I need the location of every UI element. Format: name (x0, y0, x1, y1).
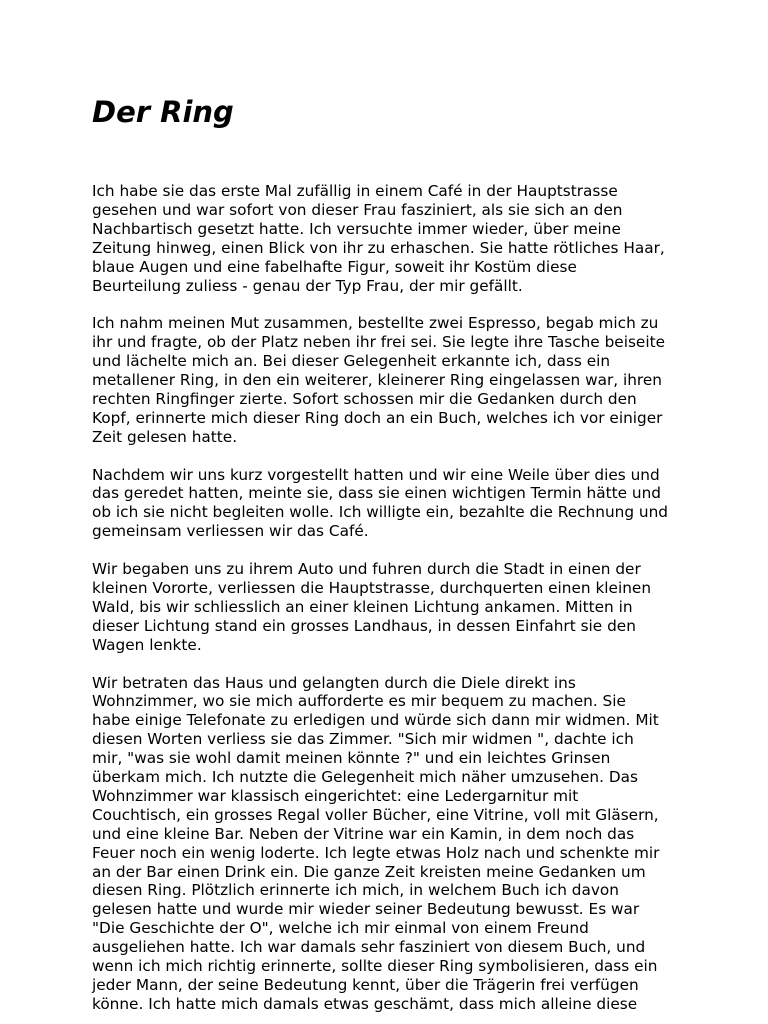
text-line: habe einige Telefonate zu erledigen und würde sich dann mir widmen. Mit (92, 711, 659, 730)
text-line: Nachdem wir uns kurz vorgestellt hatten und wir eine Weile über dies und (92, 465, 660, 484)
text-line: ihr und fragte, ob der Platz neben ihr frei sei. Sie legte ihre Tasche beiseite (92, 333, 665, 352)
text-line: dieser Lichtung stand ein grosses Landhaus, in dessen Einfahrt sie den (92, 616, 636, 635)
text-line: ausgeliehen hatte. Ich war damals sehr fasziniert von diesem Buch, und (92, 938, 646, 957)
text-line: Kopf, erinnerte mich dieser Ring doch an ein Buch, welches ich vor einiger (92, 408, 663, 427)
document-title: Der Ring (92, 95, 234, 129)
text-line: Ich habe sie das erste Mal zufällig in einem Café in der Hauptstrasse (92, 182, 618, 200)
text-line: an der Bar einen Drink ein. Die ganze Zeit kreisten meine Gedanken um (92, 862, 646, 881)
text-line: Zeit gelesen hatte. (92, 427, 238, 446)
text-line: metallener Ring, in den ein weiterer, kleinerer Ring eingelassen war, ihren (92, 371, 662, 390)
text-line: Wald, bis wir schliesslich an einer kleinen Lichtung ankamen. Mitten in (92, 597, 633, 616)
text-line: und lächelte mich an. Bei dieser Gelegenheit erkannte ich, dass ein (92, 352, 611, 371)
text-line: jeder Mann, der seine Bedeutung kennt, über die Trägerin frei verfügen (92, 976, 639, 994)
text-line: "Die Geschichte der O", welche ich mir einmal von einem Freund (92, 919, 589, 938)
text-line: Feuer noch ein wenig loderte. Ich legte etwas Holz nach und schenkte mir (92, 843, 660, 862)
text-line: das geredet hatten, meinte sie, dass sie einen wichtigen Termin hätte und (92, 484, 661, 503)
paragraph (92, 182, 692, 295)
text-line: kleinen Vororte, verliessen die Hauptstrasse, durchquerten einen kleinen (92, 578, 652, 597)
text-line: blaue Augen und eine fabelhafte Figur, soweit ihr Kostüm diese (92, 257, 577, 276)
text-line: Zeitung hinweg, einen Blick von ihr zu erhaschen. Sie hatte rötliches Haar, (92, 238, 665, 257)
text-line: diesen Worten verliess sie das Zimmer. "Sich mir widmen ", dachte ich (92, 730, 634, 749)
text-line: überkam mich. Ich nutzte die Gelegenheit mich näher umzusehen. Das (92, 768, 638, 787)
paragraph (92, 314, 692, 446)
text-line: Wohnzimmer war klassisch eingerichtet: eine Ledergarnitur mit (92, 786, 579, 805)
text-line: und eine kleine Bar. Neben der Vitrine war ein Kamin, in dem noch das (92, 824, 635, 843)
paragraph (92, 674, 692, 1014)
text-line: mir, "was sie wohl damit meinen könnte ?" und ein leichtes Grinsen (92, 749, 611, 768)
text-line: Couchtisch, ein grosses Regal voller Bücher, eine Vitrine, voll mit Gläsern, (92, 805, 659, 824)
text-line: Nachbartisch gesetzt hatte. Ich versuchte immer wieder, über meine (92, 219, 621, 238)
text-line: gelesen hatte und wurde mir wieder seiner Bedeutung bewusst. Es war (92, 900, 640, 919)
text-line: Wohnzimmer, wo sie mich aufforderte es mir bequem zu machen. Sie (92, 692, 626, 711)
text-line: diesen Ring. Plötzlich erinnerte ich mich, in welchem Buch ich davon (92, 881, 619, 900)
text-line: Ich nahm meinen Mut zusammen, bestellte zwei Espresso, begab mich zu (92, 314, 659, 333)
document-body (92, 182, 692, 1024)
text-line: Wir begaben uns zu ihrem Auto und fuhren durch die Stadt in einen der (92, 560, 641, 579)
text-line: Wir betraten das Haus und gelangten durch die Diele direkt ins (92, 673, 576, 692)
paragraph (92, 466, 692, 542)
text-line: gesehen und war sofort von dieser Frau fasziniert, als sie sich an den (92, 200, 623, 219)
text-line: ob ich sie nicht begleiten wolle. Ich willigte ein, bezahlte die Rechnung und (92, 503, 669, 522)
text-line: könne. Ich hatte mich damals etwas geschämt, dass mich alleine diese (92, 994, 638, 1013)
text-line: Wagen lenkte. (92, 635, 202, 654)
text-line: wenn ich mich richtig erinnerte, sollte dieser Ring symbolisieren, dass ein (92, 957, 658, 976)
paragraph (92, 560, 692, 655)
text-line: Beurteilung zuliess - genau der Typ Frau, der mir gefällt. (92, 276, 523, 295)
text-line: gemeinsam verliessen wir das Café. (92, 522, 369, 541)
text-line: rechten Ringfinger zierte. Sofort schossen mir die Gedanken durch den (92, 389, 637, 408)
